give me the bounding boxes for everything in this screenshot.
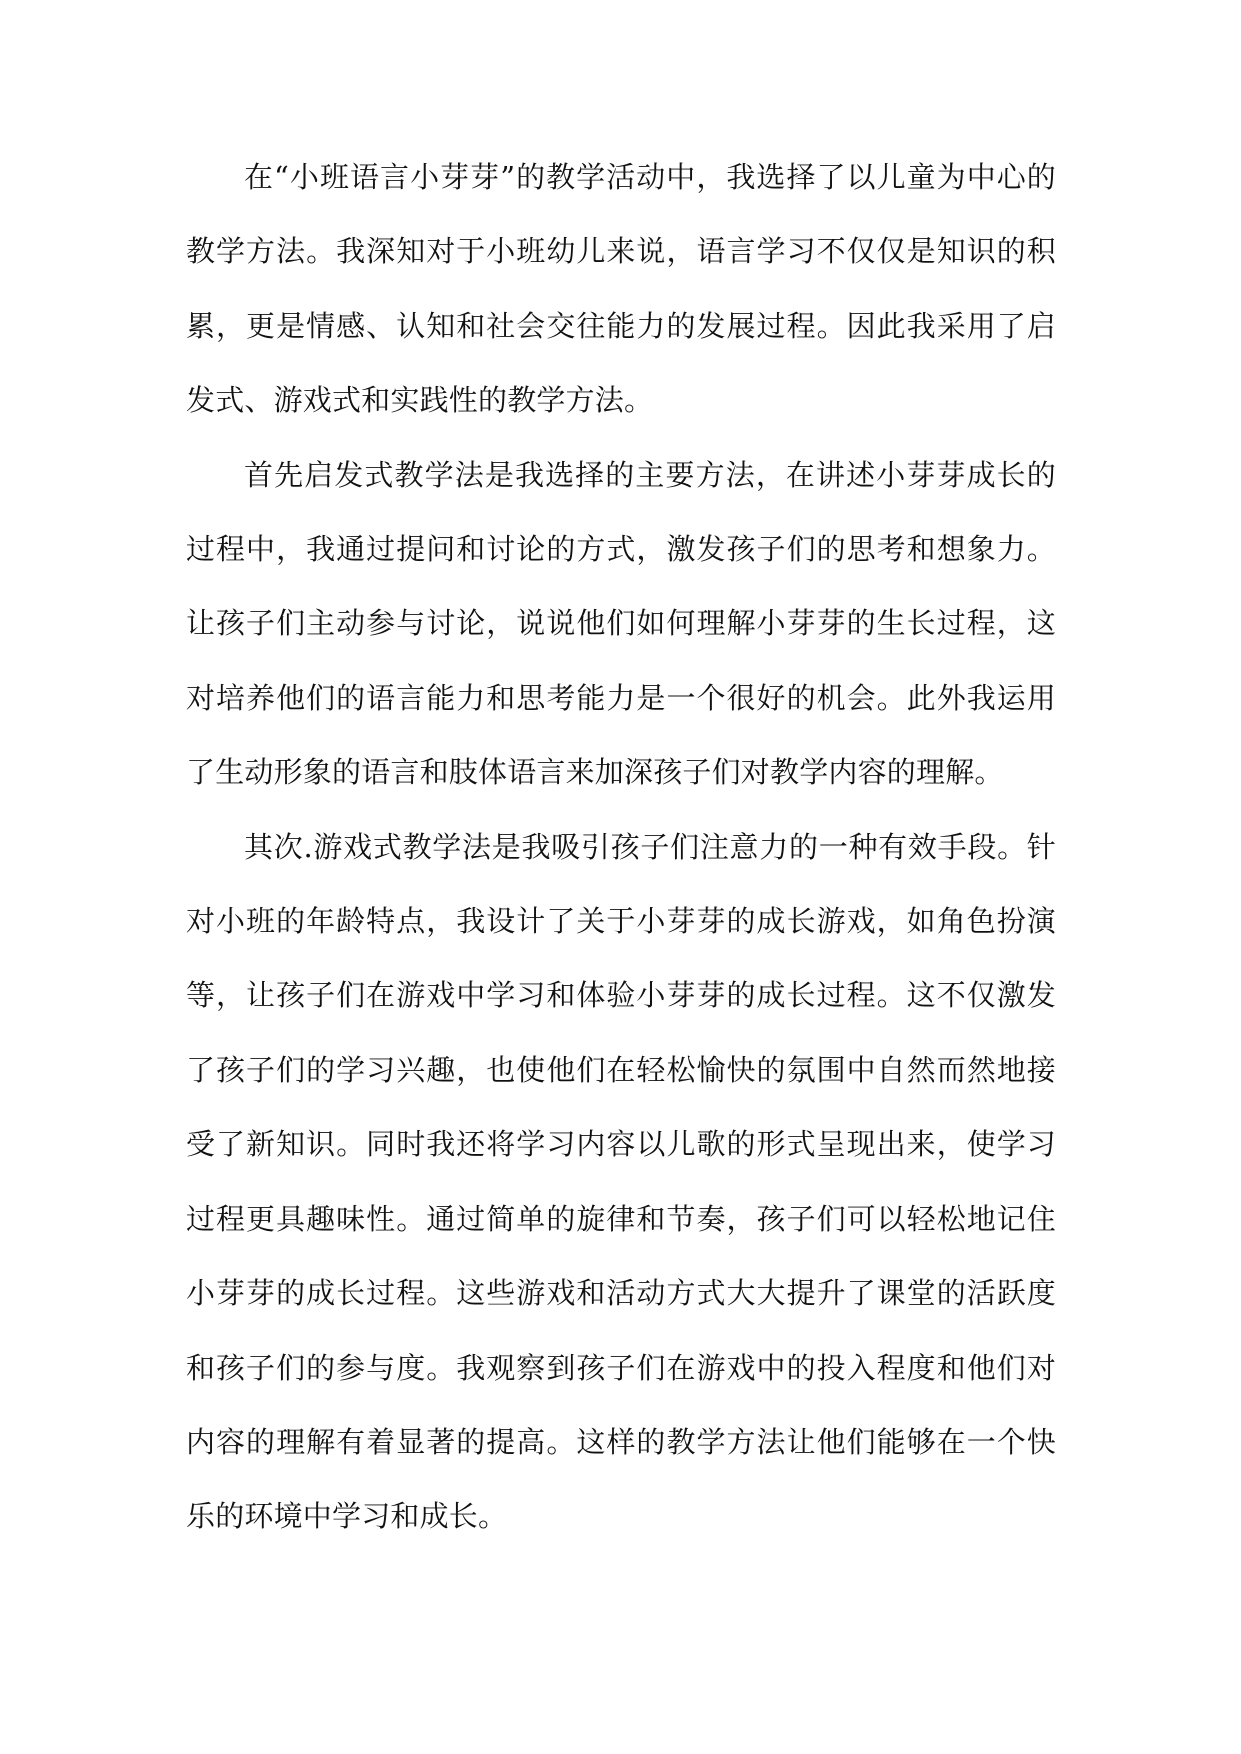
paragraph-3: 其次.游戏式教学法是我吸引孩子们注意力的一种有效手段。针对小班的年龄特点，我设计了关于小芽芽的成长游戏，如角色扮演等，让孩子们在游戏中学习和体验小芽芽的成长过程。这不仅激发了孩子们的学习兴趣，也使他们在轻松愉快的氛围中自然而然地接受了新知识。同时我还将学习内容以儿歌的形式呈现出来，使学习过程更具趣味性。通过简单的旋律和节奏，孩子们可以轻松地记住小芽芽的成长过程。这些游戏和活动方式大大提升了课堂的活跃度和孩子们的参与度。我观察到孩子们在游戏中的投入程度和他们对内容的理解有着显著的提高。这样的教学方法让他们能够在一个快乐的环境中学习和成长。 [186, 829, 1056, 1534]
paragraph-1: 在“小班语言小芽芽”的教学活动中，我选择了以儿童为中心的教学方法。我深知对于小班幼儿来说，语言学习不仅仅是知识的积累，更是情感、认知和社会交往能力的发展过程。因此我采用了启发式、游戏式和实践性的教学方法。 [186, 160, 1056, 418]
paragraph-2: 首先启发式教学法是我选择的主要方法，在讲述小芽芽成长的过程中，我通过提问和讨论的方式，激发孩子们的思考和想象力。让孩子们主动参与讨论，说说他们如何理解小芽芽的生长过程，这对培养他们的语言能力和思考能力是一个很好的机会。此外我运用了生动形象的语言和肢体语言来加深孩子们对教学内容的理解。 [186, 457, 1056, 790]
document-body [186, 140, 1056, 1554]
